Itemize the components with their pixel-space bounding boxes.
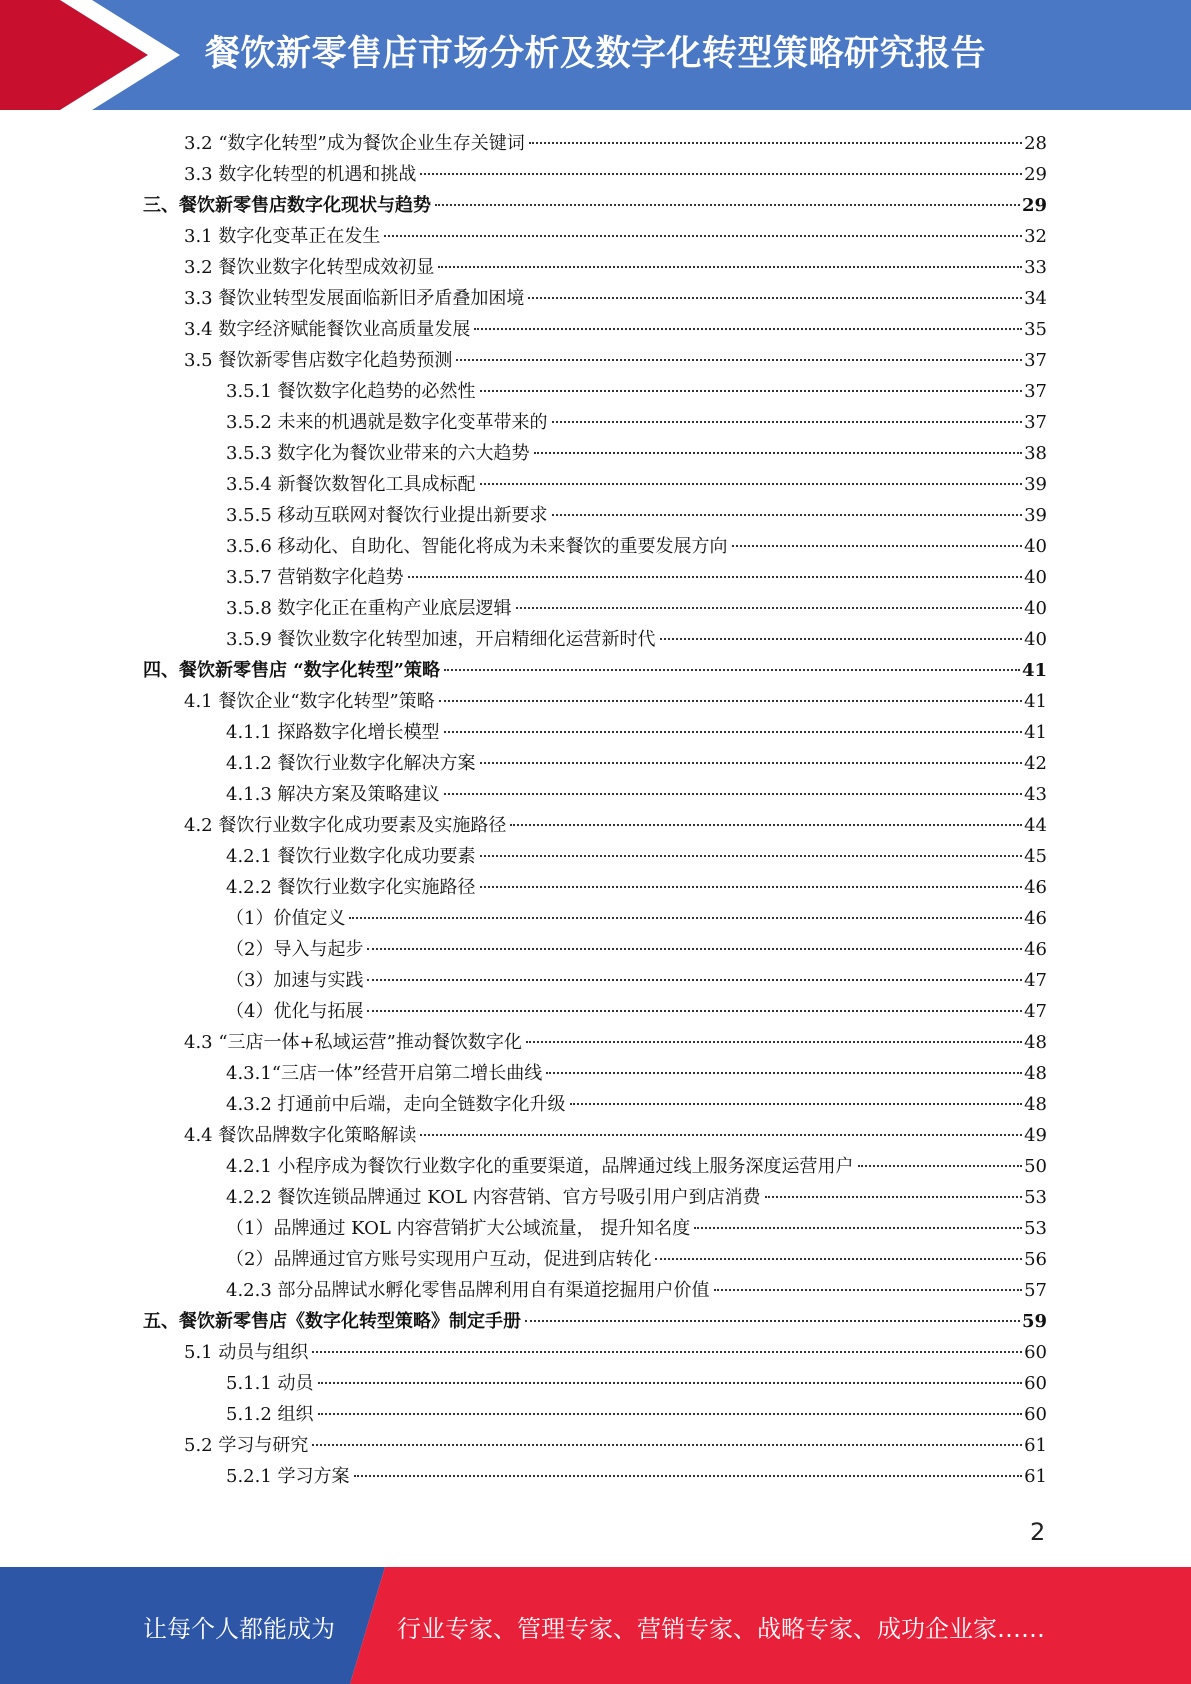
toc-dot-leader — [525, 1320, 1020, 1322]
toc-entry[interactable] — [226, 624, 1047, 655]
toc-entry-title: 3.1 数字化变革正在发生 — [184, 226, 381, 247]
toc-entry-title: 4.2.3 部分品牌试水孵化零售品牌利用自有渠道挖掘用户价值 — [226, 1280, 710, 1301]
toc-entry[interactable] — [226, 934, 1047, 965]
toc-entry-title: （1）价值定义 — [226, 908, 346, 929]
toc-entry-title: 3.5.4 新餐饮数智化工具成标配 — [226, 474, 476, 495]
toc-entry-page: 57 — [1024, 1280, 1047, 1301]
toc-dot-leader — [474, 328, 1022, 330]
toc-entry-title: 5.2.1 学习方案 — [226, 1466, 350, 1487]
toc-entry-page: 37 — [1024, 381, 1047, 402]
report-header — [0, 0, 1191, 110]
toc-entry-title: 4.3.1“三店一体”经营开启第二增长曲线 — [226, 1063, 543, 1084]
toc-entry[interactable] — [226, 1089, 1047, 1120]
toc-entry-page: 48 — [1024, 1063, 1047, 1084]
toc-entry[interactable] — [226, 779, 1047, 810]
toc-entry-page: 37 — [1024, 412, 1047, 433]
toc-entry-page: 61 — [1024, 1466, 1047, 1487]
toc-dot-leader — [529, 142, 1022, 144]
toc-entry-title: （2）导入与起步 — [226, 939, 364, 960]
toc-entry[interactable] — [226, 996, 1047, 1027]
toc-entry-page: 29 — [1021, 195, 1047, 216]
toc-dot-leader — [528, 297, 1022, 299]
toc-entry-page: 59 — [1021, 1311, 1047, 1332]
toc-dot-leader — [480, 855, 1023, 857]
toc-entry-page: 46 — [1024, 908, 1047, 929]
toc-entry[interactable] — [226, 717, 1047, 748]
toc-entry[interactable] — [184, 283, 1047, 314]
report-footer — [0, 1567, 1191, 1684]
toc-dot-leader — [858, 1165, 1023, 1167]
toc-dot-leader — [510, 824, 1022, 826]
toc-entry-page: 35 — [1024, 319, 1047, 340]
toc-dot-leader — [552, 514, 1023, 516]
toc-dot-leader — [367, 979, 1022, 981]
toc-entry-title: 3.5.7 营销数字化趋势 — [226, 567, 404, 588]
toc-dot-leader — [312, 1444, 1022, 1446]
toc-entry-title: （1）品牌通过 KOL 内容营销扩大公域流量， 提升知名度 — [226, 1218, 691, 1239]
toc-entry-page: 29 — [1024, 164, 1047, 185]
toc-entry-page: 32 — [1024, 226, 1047, 247]
toc-entry-title: 4.2 餐饮行业数字化成功要素及实施路径 — [184, 815, 507, 836]
toc-entry-title: （3）加速与实践 — [226, 970, 364, 991]
toc-entry-page: 60 — [1024, 1373, 1047, 1394]
toc-entry-title: 4.2.2 餐饮行业数字化实施路径 — [226, 877, 476, 898]
toc-dot-leader — [526, 1041, 1022, 1043]
toc-entry-page: 60 — [1024, 1342, 1047, 1363]
toc-dot-leader — [349, 917, 1022, 919]
toc-dot-leader — [655, 1258, 1022, 1260]
toc-entry-title: 5.1.2 组织 — [226, 1404, 314, 1425]
toc-entry[interactable] — [226, 1213, 1047, 1244]
toc-entry-title: 3.5 餐饮新零售店数字化趋势预测 — [184, 350, 453, 371]
toc-entry-page: 50 — [1024, 1156, 1047, 1177]
report-title: 餐饮新零售店市场分析及数字化转型策略研究报告 — [205, 34, 987, 74]
toc-dot-leader — [312, 1351, 1022, 1353]
toc-dot-leader — [367, 1010, 1022, 1012]
toc-entry-title: 3.5.6 移动化、自助化、智能化将成为未来餐饮的重要发展方向 — [226, 536, 728, 557]
toc-entry-title: 3.5.1 餐饮数字化趋势的必然性 — [226, 381, 476, 402]
toc-entry[interactable] — [184, 221, 1047, 252]
toc-entry-title: 4.1 餐饮企业“数字化转型”策略 — [184, 691, 435, 712]
page-number: 2 — [1030, 1518, 1046, 1546]
toc-entry-title: 4.1.3 解决方案及策略建议 — [226, 784, 440, 805]
toc-entry-title: 4.4 餐饮品牌数字化策略解读 — [184, 1125, 417, 1146]
toc-entry[interactable] — [226, 531, 1047, 562]
toc-dot-leader — [420, 173, 1022, 175]
toc-entry-page: 33 — [1024, 257, 1047, 278]
toc-entry-title: 4.3 “三店一体+私域运营”推动餐饮数字化 — [184, 1032, 522, 1053]
toc-entry-page: 60 — [1024, 1404, 1047, 1425]
toc-dot-leader — [444, 793, 1023, 795]
toc-entry-title: 3.5.8 数字化正在重构产业底层逻辑 — [226, 598, 512, 619]
toc-entry-page: 38 — [1024, 443, 1047, 464]
toc-entry-page: 53 — [1024, 1187, 1047, 1208]
toc-entry-title: 3.5.5 移动互联网对餐饮行业提出新要求 — [226, 505, 548, 526]
toc-dot-leader — [714, 1289, 1023, 1291]
footer-slogan-left: 让每个人都能成为 — [143, 1615, 335, 1643]
toc-entry-title: 四、餐饮新零售店 “数字化转型”策略 — [143, 660, 440, 681]
toc-dot-leader — [408, 576, 1023, 578]
toc-entry[interactable] — [184, 1337, 1047, 1368]
toc-entry[interactable] — [226, 903, 1047, 934]
toc-dot-leader — [570, 1103, 1023, 1105]
toc-entry-page: 48 — [1024, 1032, 1047, 1053]
toc-entry-page: 46 — [1024, 939, 1047, 960]
toc-entry-page: 41 — [1024, 722, 1047, 743]
toc-entry[interactable] — [226, 1368, 1047, 1399]
toc-entry-title: 4.1.1 探路数字化增长模型 — [226, 722, 440, 743]
toc-entry-page: 40 — [1024, 629, 1047, 650]
toc-dot-leader — [552, 421, 1023, 423]
toc-entry-title: 5.1.1 动员 — [226, 1373, 314, 1394]
toc-entry[interactable] — [226, 593, 1047, 624]
toc-entry[interactable] — [226, 469, 1047, 500]
toc-entry[interactable] — [226, 500, 1047, 531]
toc-entry-title: 3.5.9 餐饮业数字化转型加速，开启精细化运营新时代 — [226, 629, 656, 650]
toc-entry-page: 61 — [1024, 1435, 1047, 1456]
toc-entry-page: 47 — [1024, 1001, 1047, 1022]
toc-dot-leader — [318, 1382, 1023, 1384]
toc-entry-title: 3.5.3 数字化为餐饮业带来的六大趋势 — [226, 443, 530, 464]
toc-entry-page: 48 — [1024, 1094, 1047, 1115]
toc-entry-title: （4）优化与拓展 — [226, 1001, 364, 1022]
toc-entry[interactable] — [184, 128, 1047, 159]
toc-entry-page: 45 — [1024, 846, 1047, 867]
toc-dot-leader — [534, 452, 1023, 454]
toc-dot-leader — [456, 359, 1022, 361]
toc-entry[interactable] — [226, 1275, 1047, 1306]
toc-dot-leader — [444, 731, 1023, 733]
toc-entry-title: 4.2.1 餐饮行业数字化成功要素 — [226, 846, 476, 867]
toc-entry-title: 4.3.2 打通前中后端，走向全链数字化升级 — [226, 1094, 566, 1115]
toc-entry[interactable] — [226, 1461, 1047, 1492]
toc-dot-leader — [480, 483, 1023, 485]
toc-entry-title: 4.2.1 小程序成为餐饮行业数字化的重要渠道，品牌通过线上服务深度运营用户 — [226, 1156, 854, 1177]
toc-entry-title: 5.1 动员与组织 — [184, 1342, 309, 1363]
toc-entry-title: 五、餐饮新零售店《数字化转型策略》制定手册 — [143, 1311, 521, 1332]
toc-entry-page: 40 — [1024, 567, 1047, 588]
toc-entry-page: 39 — [1024, 474, 1047, 495]
toc-dot-leader — [367, 948, 1022, 950]
toc-entry-page: 41 — [1021, 660, 1047, 681]
toc-entry[interactable] — [226, 748, 1047, 779]
toc-dot-leader — [318, 1413, 1023, 1415]
toc-dot-leader — [480, 762, 1023, 764]
toc-entry-title: 5.2 学习与研究 — [184, 1435, 309, 1456]
toc-entry[interactable] — [143, 655, 1047, 686]
toc-entry-title: 3.2 “数字化转型”成为餐饮企业生存关键词 — [184, 133, 525, 154]
header-red-arrow — [0, 0, 148, 110]
toc-entry[interactable] — [226, 1399, 1047, 1430]
toc-entry-page: 34 — [1024, 288, 1047, 309]
toc-dot-leader — [694, 1227, 1022, 1229]
toc-entry-title: 3.3 数字化转型的机遇和挑战 — [184, 164, 417, 185]
toc-entry-page: 37 — [1024, 350, 1047, 371]
toc-entry-title: 4.2.2 餐饮连锁品牌通过 KOL 内容营销、官方号吸引用户到店消费 — [226, 1187, 761, 1208]
toc-entry-page: 40 — [1024, 536, 1047, 557]
toc-dot-leader — [444, 669, 1020, 671]
toc-entry[interactable] — [226, 841, 1047, 872]
toc-dot-leader — [438, 266, 1022, 268]
toc-dot-leader — [354, 1475, 1023, 1477]
toc-dot-leader — [765, 1196, 1022, 1198]
toc-dot-leader — [420, 1134, 1022, 1136]
toc-dot-leader — [546, 1072, 1022, 1074]
toc-entry[interactable] — [226, 872, 1047, 903]
toc-entry-page: 40 — [1024, 598, 1047, 619]
toc-entry[interactable] — [184, 345, 1047, 376]
toc-entry[interactable] — [184, 314, 1047, 345]
toc-entry[interactable] — [226, 562, 1047, 593]
toc-entry[interactable] — [184, 252, 1047, 283]
toc-dot-leader — [384, 235, 1022, 237]
toc-entry[interactable] — [226, 1182, 1047, 1213]
toc-entry-title: 三、餐饮新零售店数字化现状与趋势 — [143, 195, 431, 216]
toc-entry-page: 42 — [1024, 753, 1047, 774]
toc-entry[interactable] — [226, 965, 1047, 996]
toc-entry[interactable] — [184, 1430, 1047, 1461]
toc-dot-leader — [516, 607, 1023, 609]
toc-entry[interactable] — [143, 1306, 1047, 1337]
toc-dot-leader — [660, 638, 1023, 640]
toc-dot-leader — [480, 886, 1023, 888]
toc-entry-title: 3.4 数字经济赋能餐饮业高质量发展 — [184, 319, 471, 340]
toc-entry-page: 28 — [1024, 133, 1047, 154]
toc-entry-page: 53 — [1024, 1218, 1047, 1239]
toc-entry-page: 43 — [1024, 784, 1047, 805]
toc-entry[interactable] — [226, 1058, 1047, 1089]
toc-dot-leader — [732, 545, 1023, 547]
toc-entry-page: 56 — [1024, 1249, 1047, 1270]
toc-entry-title: 3.3 餐饮业转型发展面临新旧矛盾叠加困境 — [184, 288, 525, 309]
toc-entry[interactable] — [184, 686, 1047, 717]
toc-entry[interactable] — [226, 1151, 1047, 1182]
toc-entry-page: 47 — [1024, 970, 1047, 991]
toc-dot-leader — [439, 700, 1022, 702]
toc-dot-leader — [435, 204, 1020, 206]
toc-entry-title: （2）品牌通过官方账号实现用户互动，促进到店转化 — [226, 1249, 652, 1270]
footer-slogan-right: 行业专家、管理专家、营销专家、战略专家、成功企业家…… — [397, 1615, 1045, 1643]
toc-entry[interactable] — [226, 1244, 1047, 1275]
toc-dot-leader — [480, 390, 1023, 392]
toc-entry-title: 3.2 餐饮业数字化转型成效初显 — [184, 257, 435, 278]
toc-entry[interactable] — [143, 190, 1047, 221]
toc-entry-page: 41 — [1024, 691, 1047, 712]
toc-entry[interactable] — [226, 438, 1047, 469]
toc-entry[interactable] — [226, 376, 1047, 407]
toc-entry-title: 3.5.2 未来的机遇就是数字化变革带来的 — [226, 412, 548, 433]
toc-entry[interactable] — [184, 810, 1047, 841]
toc-entry[interactable] — [184, 1027, 1047, 1058]
toc-entry-title: 4.1.2 餐饮行业数字化解决方案 — [226, 753, 476, 774]
toc-entry[interactable] — [184, 159, 1047, 190]
toc-entry[interactable] — [226, 407, 1047, 438]
toc-entry-page: 46 — [1024, 877, 1047, 898]
toc-entry-page: 44 — [1024, 815, 1047, 836]
toc-entry-page: 39 — [1024, 505, 1047, 526]
toc-entry[interactable] — [184, 1120, 1047, 1151]
toc-entry-page: 49 — [1024, 1125, 1047, 1146]
